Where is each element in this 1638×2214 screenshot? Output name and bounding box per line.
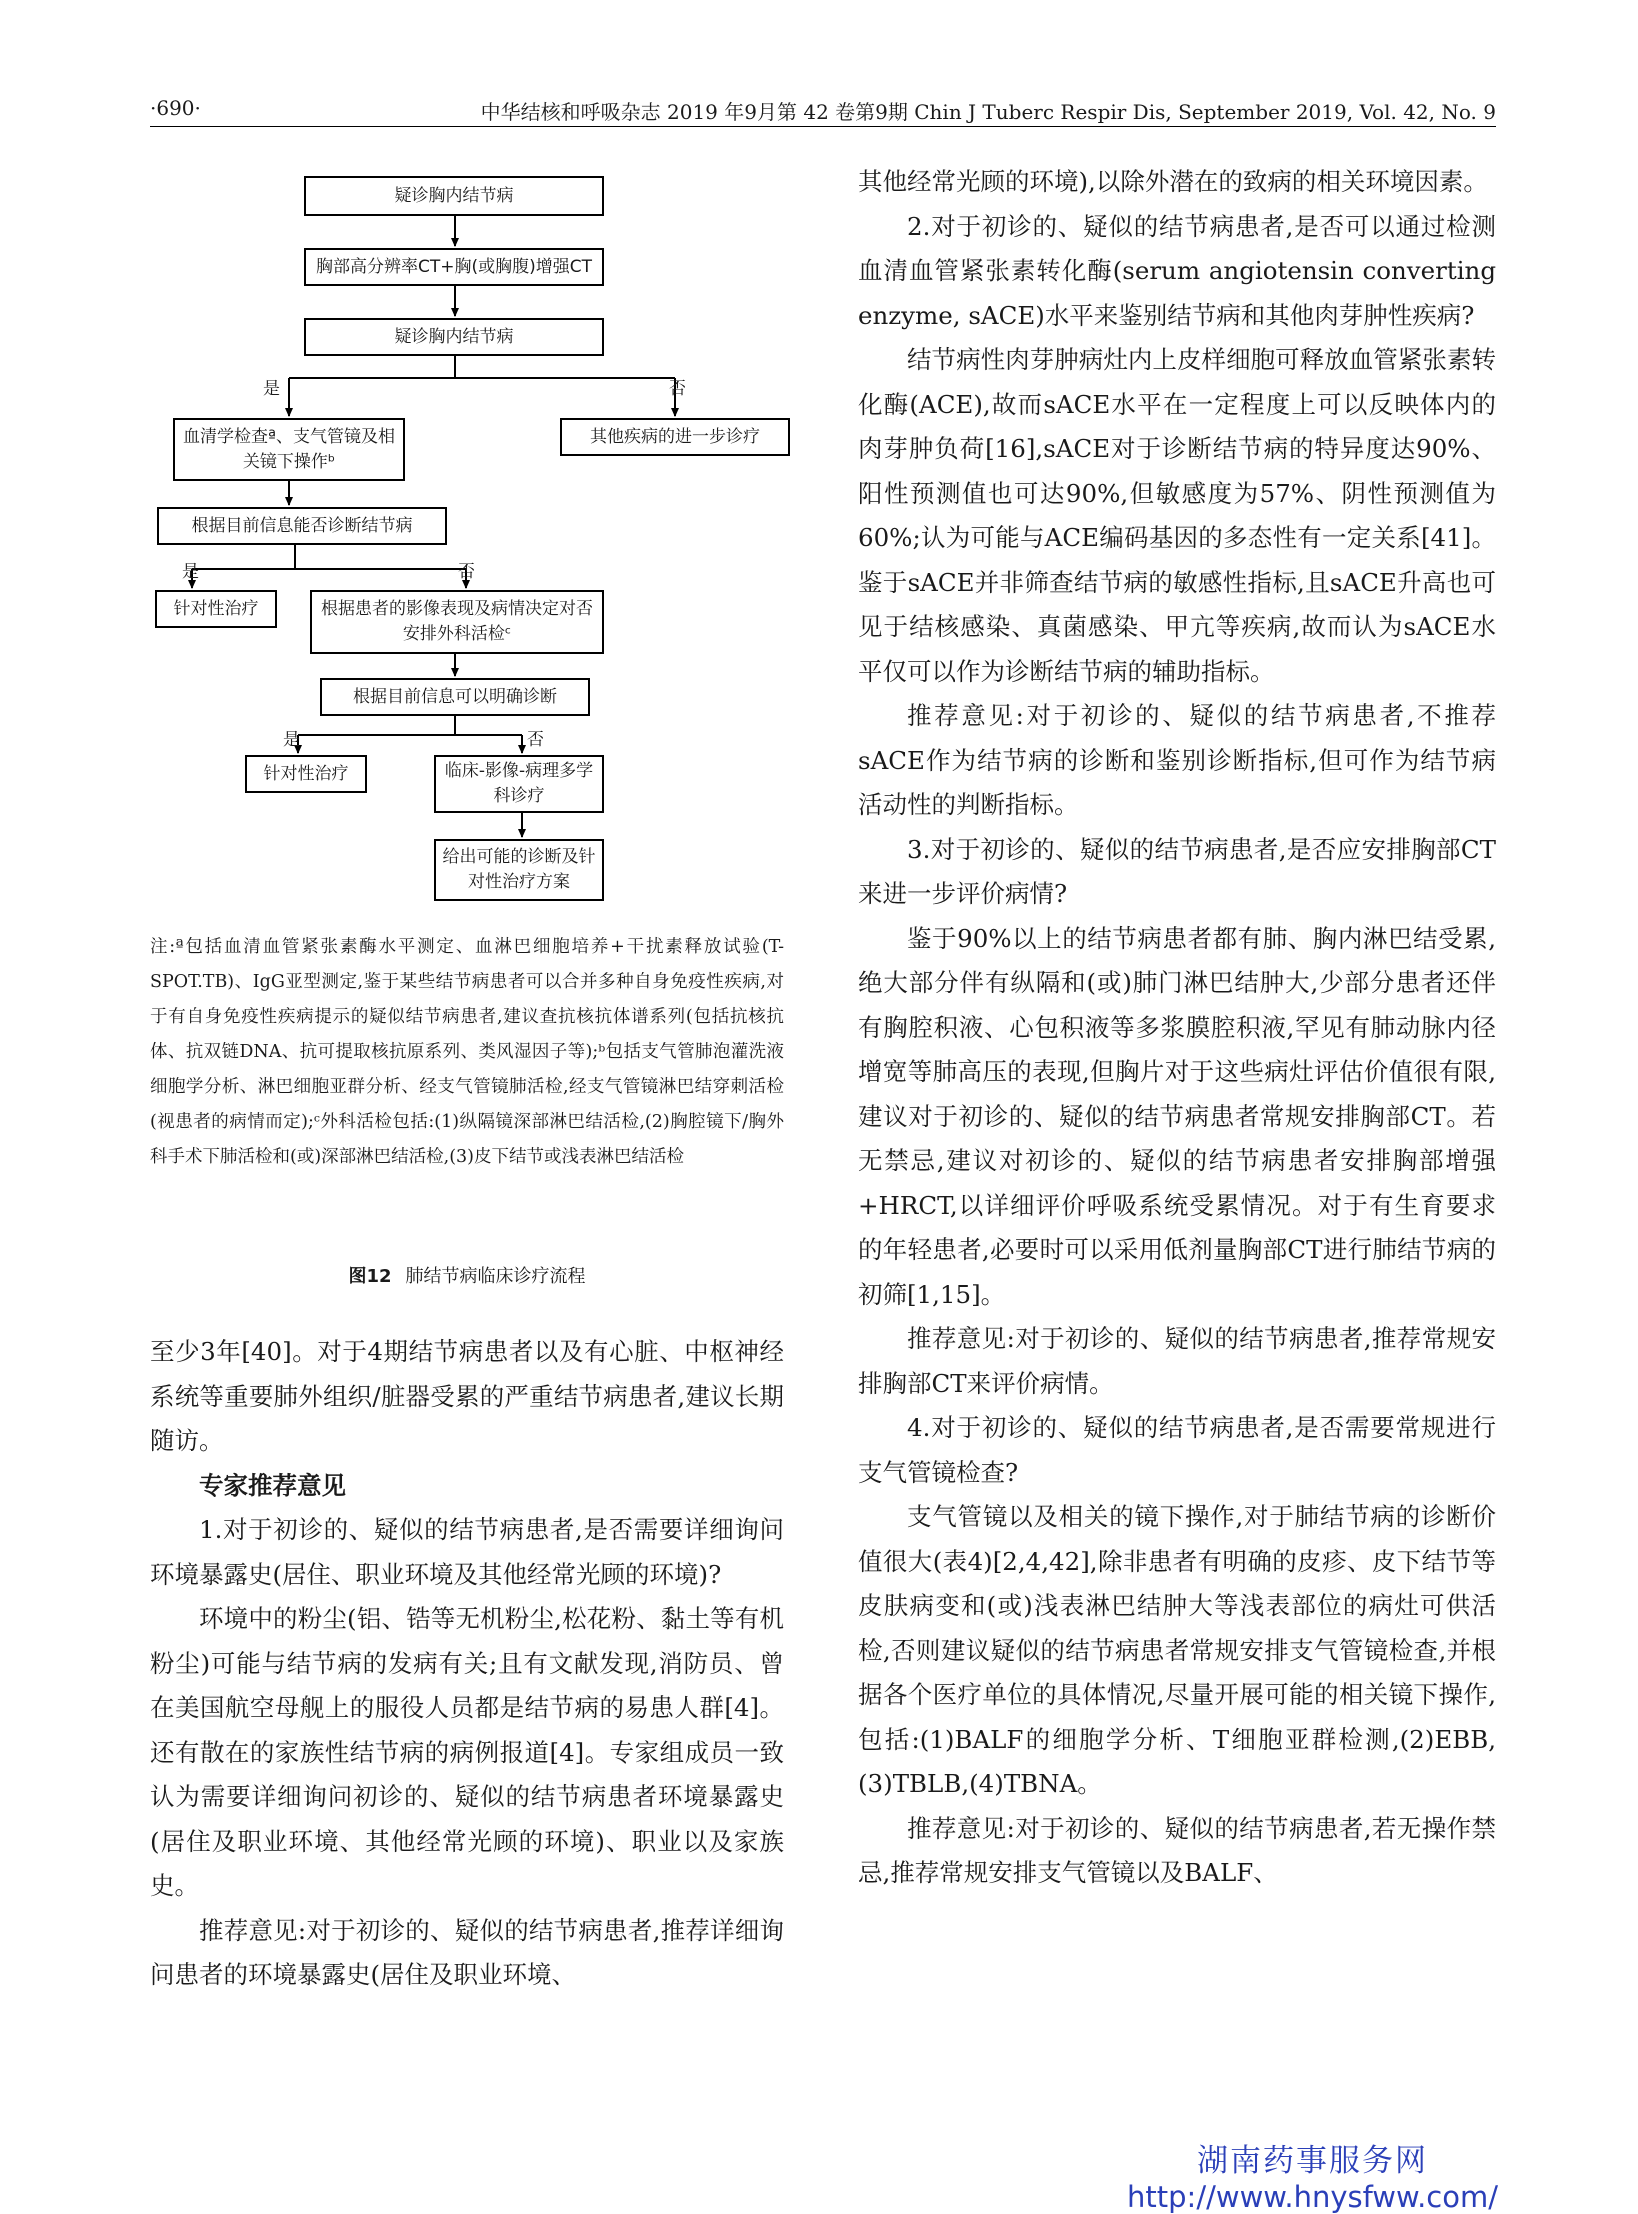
watermark [1127,2135,1498,2214]
paragraph: 其他经常光顾的环境),以除外潜在的致病的相关环境因素。 [858,167,1488,196]
step-serology-bronchoscopy: 血清学检查ª、支气管镜及相关镜下操作ᵇ [173,418,405,481]
watermark-url[interactable]: http://www.hnysfww.com/ [1127,2180,1498,2214]
flowchart [150,170,800,920]
journal-citation: 中华结核和呼吸杂志 2019 年9月第 42 卷第9期 Chin J Tuberc Respir Dis, September 2019, Vol. 42, No. 9 [480,100,1496,124]
paragraph: 推荐意见:对于初诊的、疑似的结节病患者,不推荐sACE作为结节病的诊断和鉴别诊断指标,但可作为结节病活动性的判断指标。 [858,701,1496,819]
right-column [858,160,1496,1896]
step-hrct-enhanced-ct: 胸部高分辨率CT+胸(或胸腹)增强CT [304,248,604,286]
paragraph: 结节病性肉芽肿病灶内上皮样细胞可释放血管紧张素转化酶(ACE),故而sACE水平在一定程度上可以反映体内的肉芽肿负荷[16],sACE对于诊断结节病的特异度达90%、阳性预测值也可达90%,但敏感度为57%、阴性预测值为60%;认为可能与ACE编码基因的多态性有一定关系[41]。鉴于sACE并非筛查结节病的敏感性指标,且sACE升高也可见于结核感染、真菌感染、甲亢等疾病,故而认为sACE水平仅可以作为诊断结节病的辅助指标。 [858,345,1496,686]
step-possible-diagnosis-plan: 给出可能的诊断及针对性治疗方案 [434,839,604,901]
figure-title: 肺结节病临床诊疗流程 [405,1266,586,1287]
watermark-site-name: 湖南药事服务网 [1197,2143,1428,2179]
branch-no-1: 否 [669,379,686,399]
paragraph: 支气管镜以及相关的镜下操作,对于肺结节病的诊断价值很大(表4)[2,4,42],除非患者有明确的皮疹、皮下结节等皮肤病变和(或)浅表淋巴结肿大等浅表部位的病灶可供活检,否则建议疑似的结节病患者常规安排支气管镜检查,并根据各个医疗单位的具体情况,尽量开展可能的相关镜下操作,包括:(1)BALF的细胞学分析、T细胞亚群检测,(2)EBB,(3)TBLB,(4)TBNA。 [858,1502,1496,1798]
paragraph: 4.对于初诊的、疑似的结节病患者,是否需要常规进行支气管镜检查? [858,1413,1496,1487]
section-heading: 专家推荐意见 [199,1470,346,1500]
running-header [150,96,1496,130]
paragraph: 环境中的粉尘(铝、锆等无机粉尘,松花粉、黏土等有机粉尘)可能与结节病的发病有关;且有文献发现,消防员、曾在美国航空母舰上的服役人员都是结节病的易患人群[4]。还有散在的家族性结节病的病例报道[4]。专家组成员一致认为需要详细询问初诊的、疑似的结节病患者环境暴露史(居住及职业环境、其他经常光顾的环境)、职业以及家族史。 [150,1604,784,1900]
branch-no-2: 否 [458,562,475,582]
left-column [150,1330,784,1998]
header-rule [150,126,1496,127]
step-suspected-sarcoidosis: 疑诊胸内结节病 [304,176,604,216]
figure-label: 图12 [348,1266,392,1287]
paragraph: 推荐意见:对于初诊的、疑似的结节病患者,推荐详细询问患者的环境暴露史(居住及职业环境、 [150,1915,784,1989]
paragraph: 1.对于初诊的、疑似的结节病患者,是否需要详细询问环境暴露史(居住、职业环境及其他经常光顾的环境)? [150,1515,784,1589]
step-targeted-treatment-1: 针对性治疗 [155,590,277,628]
step-definitive-diagnosis: 根据目前信息可以明确诊断 [320,678,590,716]
branch-yes-3: 是 [283,730,300,750]
paragraph: 鉴于90%以上的结节病患者都有肺、胸内淋巴结受累,绝大部分伴有纵隔和(或)肺门淋巴结肿大,少部分患者还伴有胸腔积液、心包积液等多浆膜腔积液,罕见有肺动脉内径增宽等肺高压的表现,但胸片对于这些病灶评估价值很有限,建议对于初诊的、疑似的结节病患者常规安排胸部CT。若无禁忌,建议对初诊的、疑似的结节病患者安排胸部增强+HRCT,以详细评价呼吸系统受累情况。对于有生育要求的年轻患者,必要时可以采用低剂量胸部CT进行肺结节病的初筛[1,15]。 [858,923,1496,1309]
step-targeted-treatment-2: 针对性治疗 [245,755,367,793]
step-surgical-biopsy-decision: 根据患者的影像表现及病情决定对否安排外科活检ᶜ [310,590,604,654]
paragraph: 至少3年[40]。对于4期结节病患者以及有心脏、中枢神经系统等重要肺外组织/脏器受累的严重结节病患者,建议长期随访。 [150,1337,784,1455]
step-other-disease-workup: 其他疾病的进一步诊疗 [560,418,790,456]
branch-yes-2: 是 [182,562,199,582]
figure-caption [150,1262,784,1288]
branch-yes-1: 是 [263,379,280,399]
paragraph: 2.对于初诊的、疑似的结节病患者,是否可以通过检测血清血管紧张素转化酶(serum angiotensin converting enzyme, sACE)水平来鉴别结节病和其他肉芽肿性疾病? [858,211,1496,330]
figure-note: 注:ª包括血清血管紧张素酶水平测定、血淋巴细胞培养+干扰素释放试验(T-SPOT.TB)、IgG亚型测定,鉴于某些结节病患者可以合并多种自身免疫性疾病,对于有自身免疫性疾病提示的疑似结节病患者,建议查抗核抗体谱系列(包括抗核抗体、抗双链DNA、抗可提取核抗原系列、类风湿因子等);ᵇ包括支气管肺泡灌洗液细胞学分析、淋巴细胞亚群分析、经支气管镜肺活检,经支气管镜淋巴结穿刺活检(视患者的病情而定);ᶜ外科活检包括:(1)纵隔镜深部淋巴结活检,(2)胸腔镜下/胸外科手术下肺活检和(或)深部淋巴结活检,(3)皮下结节或浅表淋巴结活检 [150,937,784,1167]
step-suspected-intrathoracic: 疑诊胸内结节病 [304,318,604,356]
step-multidisciplinary: 临床-影像-病理多学科诊疗 [434,755,604,813]
page-number: ·690· [150,96,201,120]
paragraph: 推荐意见:对于初诊的、疑似的结节病患者,推荐常规安排胸部CT来评价病情。 [858,1324,1496,1398]
step-can-diagnose: 根据目前信息能否诊断结节病 [157,507,447,545]
paragraph: 3.对于初诊的、疑似的结节病患者,是否应安排胸部CT来进一步评价病情? [858,834,1496,908]
paragraph: 推荐意见:对于初诊的、疑似的结节病患者,若无操作禁忌,推荐常规安排支气管镜以及BALF、 [858,1813,1496,1887]
branch-no-3: 否 [527,730,544,750]
